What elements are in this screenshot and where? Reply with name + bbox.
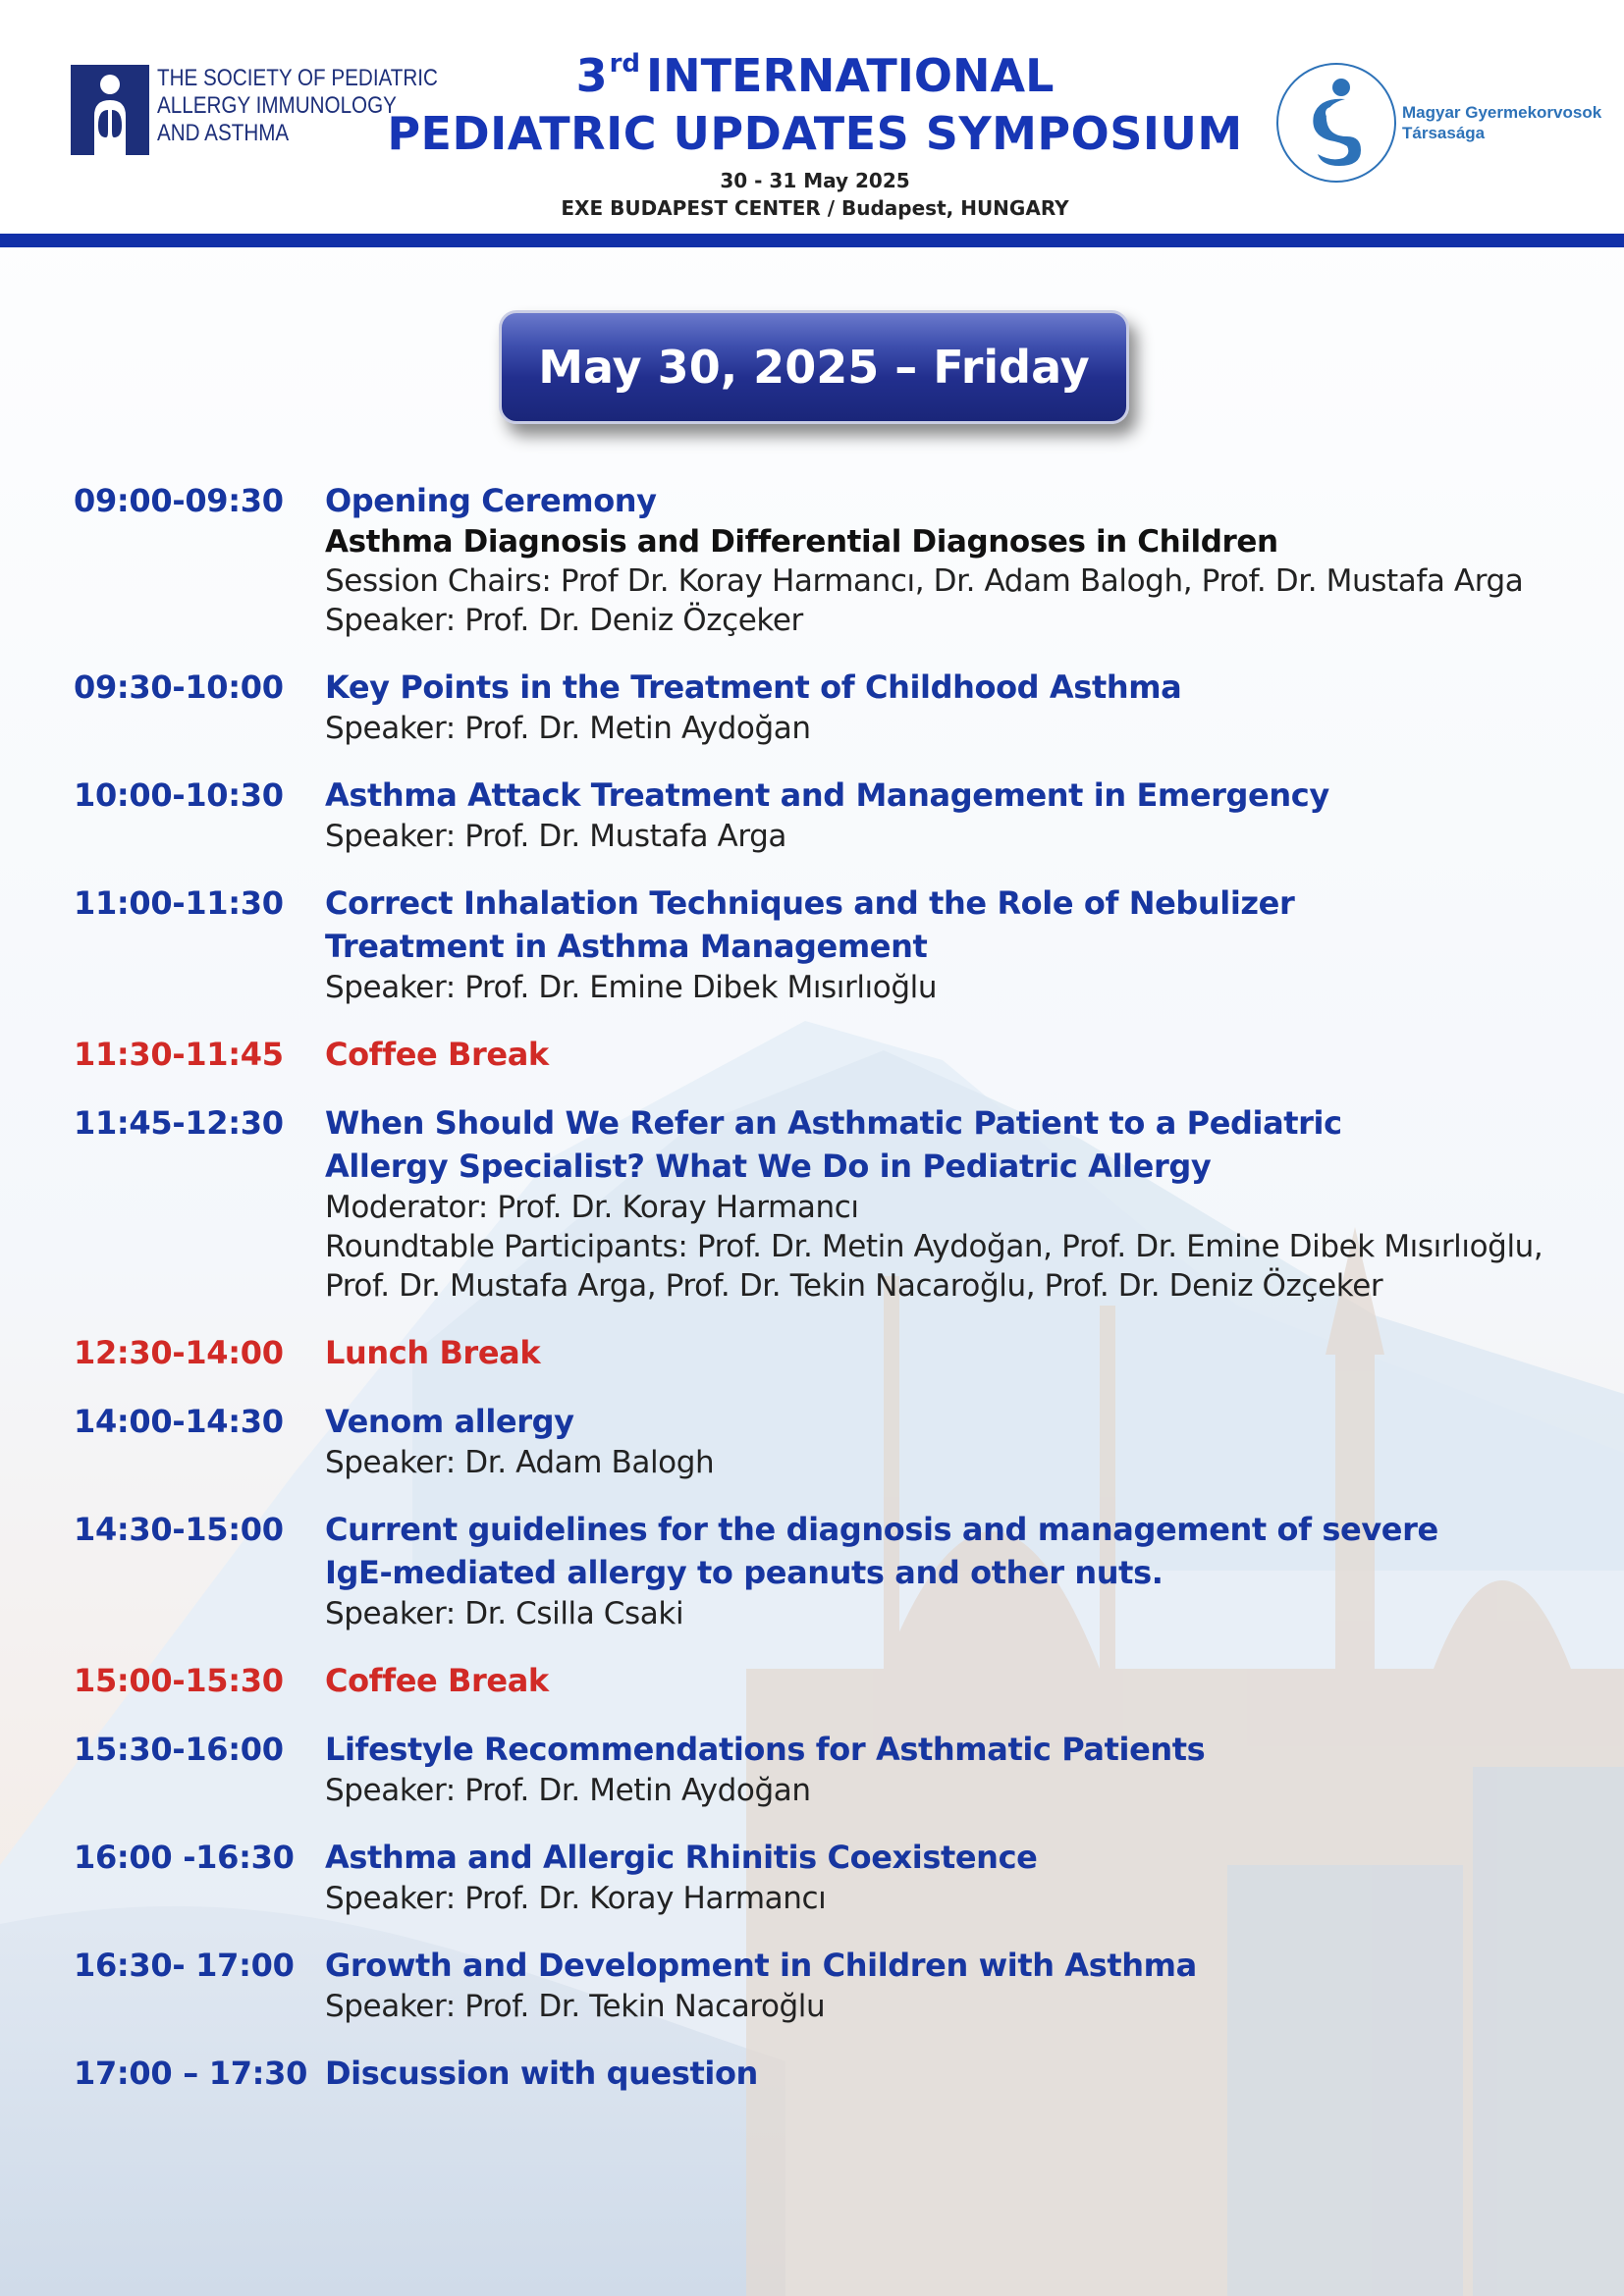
event-dates: 30 - 31 May 2025 — [720, 169, 910, 192]
society-name-line-1: THE SOCIETY OF PEDIATRIC — [157, 65, 438, 91]
session-row — [0, 479, 1624, 640]
session-speaker-line: Speaker: Prof. Dr. Koray Harmancı — [325, 1881, 827, 1916]
ordinal-number: 3 — [575, 49, 608, 102]
session-details — [325, 1101, 1601, 1306]
session-speaker-line: Speaker: Prof. Dr. Mustafa Arga — [325, 819, 787, 854]
session-details — [325, 1944, 1601, 2026]
session-details — [325, 774, 1601, 856]
header — [0, 0, 1624, 236]
session-speaker-line: Speaker: Prof. Dr. Metin Aydoğan — [325, 1773, 811, 1808]
session-details — [325, 1659, 1601, 1702]
session-details — [325, 666, 1601, 748]
session-speaker-line: Session Chairs: Prof Dr. Koray Harmancı, Dr. Adam Balogh, Prof. Dr. Mustafa Arga — [325, 563, 1524, 599]
session-details — [325, 1033, 1601, 1076]
session-subtitle: Asthma Diagnosis and Differential Diagnoses in Children — [325, 524, 1278, 560]
event-title-line-1 — [373, 35, 1257, 104]
session-time: 16:30- 17:00 — [74, 1947, 295, 1984]
session-speaker-line: Speaker: Prof. Dr. Emine Dibek Mısırlıoğlu — [325, 970, 938, 1005]
session-title: Growth and Development in Children with Asthma — [325, 1947, 1197, 1984]
break-title: Lunch Break — [325, 1334, 541, 1371]
day-banner: May 30, 2025 – Friday — [499, 310, 1129, 424]
session-row — [0, 1836, 1624, 1918]
session-row — [0, 1101, 1624, 1306]
session-time: 14:30-15:00 — [74, 1511, 284, 1548]
session-time: 09:00-09:30 — [74, 482, 284, 519]
hungarian-society-name-line-1: Magyar Gyermekorvosok — [1402, 103, 1602, 122]
session-row — [0, 1944, 1624, 2026]
session-row — [0, 1508, 1624, 1633]
session-time: 11:00-11:30 — [74, 884, 284, 922]
hungarian-society-logo — [1276, 63, 1601, 183]
break-title: Coffee Break — [325, 1662, 549, 1699]
mother-child-icon — [1276, 63, 1396, 183]
session-title: Correct Inhalation Techniques and the Role of Nebulizer — [325, 884, 1295, 922]
session-details — [325, 1331, 1601, 1374]
session-row — [0, 2052, 1624, 2095]
break-row — [0, 1033, 1624, 1076]
event-title-word: INTERNATIONAL — [646, 49, 1055, 102]
session-time: 10:00-10:30 — [74, 776, 284, 814]
session-details — [325, 1400, 1601, 1482]
session-row — [0, 666, 1624, 748]
session-speaker-line: Speaker: Prof. Dr. Deniz Özçeker — [325, 603, 803, 638]
session-row — [0, 881, 1624, 1007]
ordinal-suffix: rd — [609, 49, 641, 79]
session-speaker-line: Speaker: Prof. Dr. Metin Aydoğan — [325, 711, 811, 746]
event-title-block — [373, 35, 1257, 222]
session-time: 12:30-14:00 — [74, 1334, 284, 1371]
session-time: 16:00 -16:30 — [74, 1839, 295, 1876]
session-details — [325, 479, 1601, 640]
session-speaker-line: Roundtable Participants: Prof. Dr. Metin Aydoğan, Prof. Dr. Emine Dibek Mısırlıoğlu, — [325, 1229, 1543, 1264]
session-details — [325, 2052, 1601, 2095]
break-row — [0, 1331, 1624, 1374]
session-title: Key Points in the Treatment of Childhood Asthma — [325, 668, 1182, 706]
session-time: 09:30-10:00 — [74, 668, 284, 706]
session-title: Current guidelines for the diagnosis and management of severe — [325, 1511, 1438, 1548]
session-details — [325, 1836, 1601, 1918]
event-title-line-2: PEDIATRIC UPDATES SYMPOSIUM — [387, 107, 1243, 160]
session-title: Asthma Attack Treatment and Management in Emergency — [325, 776, 1329, 814]
session-time: 15:00-15:30 — [74, 1662, 284, 1699]
session-speaker-line: Moderator: Prof. Dr. Koray Harmancı — [325, 1190, 859, 1225]
session-title: Lifestyle Recommendations for Asthmatic Patients — [325, 1731, 1206, 1768]
break-row — [0, 1659, 1624, 1702]
break-title: Coffee Break — [325, 1036, 549, 1073]
session-row — [0, 1728, 1624, 1810]
session-speaker-line: Prof. Dr. Mustafa Arga, Prof. Dr. Tekin Nacaroğlu, Prof. Dr. Deniz Özçeker — [325, 1268, 1383, 1304]
event-venue: EXE BUDAPEST CENTER / Budapest, HUNGARY — [561, 196, 1069, 220]
session-time: 15:30-16:00 — [74, 1731, 284, 1768]
session-title: IgE-mediated allergy to peanuts and other nuts. — [325, 1554, 1164, 1591]
session-row — [0, 774, 1624, 856]
session-speaker-line: Speaker: Prof. Dr. Tekin Nacaroğlu — [325, 1989, 826, 2024]
session-title: Allergy Specialist? What We Do in Pediatric Allergy — [325, 1148, 1212, 1185]
hungarian-society-name-line-2: Társasága — [1402, 124, 1486, 142]
session-details — [325, 1728, 1601, 1810]
lungs-child-icon — [71, 65, 149, 155]
session-time: 11:45-12:30 — [74, 1104, 284, 1142]
session-title: Opening Ceremony — [325, 482, 657, 519]
header-divider — [0, 234, 1624, 247]
session-title: Treatment in Asthma Management — [325, 928, 928, 965]
session-details — [325, 881, 1601, 1007]
session-time: 11:30-11:45 — [74, 1036, 284, 1073]
session-title: Asthma and Allergic Rhinitis Coexistence — [325, 1839, 1038, 1876]
session-details — [325, 1508, 1601, 1633]
session-speaker-line: Speaker: Dr. Adam Balogh — [325, 1445, 715, 1480]
session-title: When Should We Refer an Asthmatic Patient to a Pediatric — [325, 1104, 1342, 1142]
session-row — [0, 1400, 1624, 1482]
society-logo — [71, 65, 438, 155]
session-title: Venom allergy — [325, 1403, 574, 1440]
session-title: Discussion with question — [325, 2055, 758, 2092]
society-name-line-2: ALLERGY IMMUNOLOGY — [157, 92, 397, 119]
society-name-line-3: AND ASTHMA — [157, 120, 290, 146]
session-speaker-line: Speaker: Dr. Csilla Csaki — [325, 1596, 684, 1631]
program-schedule — [0, 479, 1624, 2120]
session-time: 14:00-14:30 — [74, 1403, 284, 1440]
session-time: 17:00 – 17:30 — [74, 2055, 308, 2092]
